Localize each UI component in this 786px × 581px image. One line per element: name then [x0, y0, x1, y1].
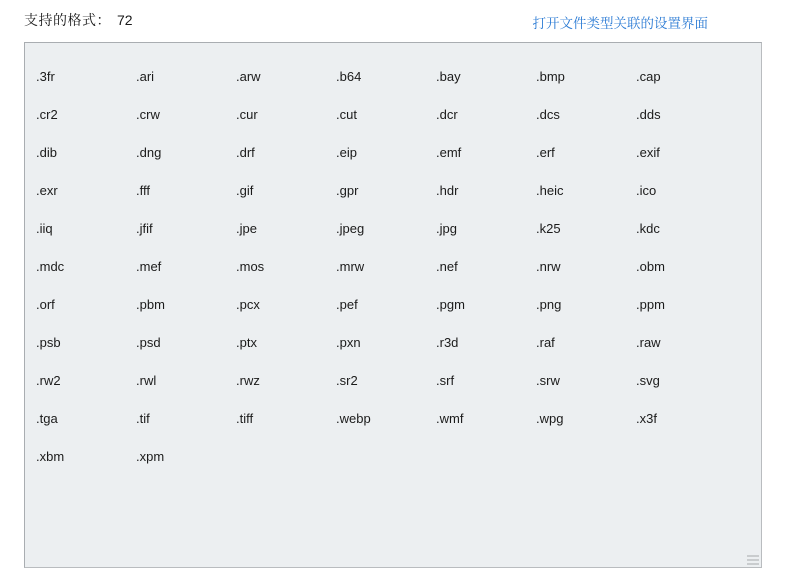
format-item[interactable]: .ptx: [236, 334, 257, 350]
format-item[interactable]: .srf: [436, 372, 455, 388]
format-item[interactable]: .heic: [536, 182, 564, 198]
format-item[interactable]: .rw2: [36, 372, 61, 388]
format-item[interactable]: .cr2: [36, 106, 58, 122]
file-association-settings-link[interactable]: 打开文件类型关联的设置界面: [532, 16, 708, 31]
format-item[interactable]: .jpeg: [336, 220, 365, 236]
format-item[interactable]: .cur: [236, 106, 258, 122]
format-item[interactable]: .tiff: [236, 410, 254, 426]
format-item[interactable]: .k25: [536, 220, 561, 236]
format-item[interactable]: .jpg: [436, 220, 457, 236]
supported-formats-label: 支持的格式：: [24, 12, 111, 28]
resize-grip-icon: [747, 553, 759, 565]
format-item[interactable]: .pxn: [336, 334, 361, 350]
format-item[interactable]: .svg: [636, 372, 660, 388]
format-item[interactable]: .ppm: [636, 296, 665, 312]
format-item[interactable]: .cut: [336, 106, 357, 122]
formats-grid: [25, 43, 761, 475]
format-item[interactable]: .rwl: [136, 372, 157, 388]
format-item[interactable]: .kdc: [636, 220, 660, 236]
format-item[interactable]: .pef: [336, 296, 358, 312]
format-item[interactable]: .r3d: [436, 334, 459, 350]
format-item[interactable]: .dib: [36, 144, 57, 160]
format-item[interactable]: .raw: [636, 334, 661, 350]
format-item[interactable]: .mos: [236, 258, 265, 274]
format-item[interactable]: .x3f: [636, 410, 657, 426]
format-item[interactable]: .hdr: [436, 182, 459, 198]
format-item[interactable]: .bmp: [536, 68, 565, 84]
format-item[interactable]: .psb: [36, 334, 61, 350]
format-item[interactable]: .mrw: [336, 258, 365, 274]
format-item[interactable]: .psd: [136, 334, 161, 350]
format-item[interactable]: .rwz: [236, 372, 260, 388]
format-item[interactable]: .tga: [36, 410, 58, 426]
format-item[interactable]: .3fr: [36, 68, 55, 84]
format-item[interactable]: .bay: [436, 68, 461, 84]
format-item[interactable]: .fff: [136, 182, 150, 198]
format-item[interactable]: .mef: [136, 258, 162, 274]
format-item[interactable]: .erf: [536, 144, 555, 160]
supported-formats-summary: [24, 10, 133, 30]
format-item[interactable]: .mdc: [36, 258, 65, 274]
format-item[interactable]: .ico: [636, 182, 657, 198]
format-item[interactable]: .jfif: [136, 220, 153, 236]
format-item[interactable]: .exif: [636, 144, 660, 160]
format-item[interactable]: .ari: [136, 68, 155, 84]
format-item[interactable]: .pcx: [236, 296, 260, 312]
header-bar: [0, 0, 786, 40]
supported-formats-count: 72: [117, 12, 133, 28]
format-item[interactable]: .drf: [236, 144, 255, 160]
format-item[interactable]: .obm: [636, 258, 665, 274]
format-item[interactable]: .b64: [336, 68, 362, 84]
format-item[interactable]: .xpm: [136, 448, 165, 464]
format-item[interactable]: .gif: [236, 182, 254, 198]
format-item[interactable]: .gpr: [336, 182, 359, 198]
format-item[interactable]: .webp: [336, 410, 371, 426]
format-item[interactable]: .nrw: [536, 258, 561, 274]
format-item[interactable]: .emf: [436, 144, 462, 160]
format-item[interactable]: .raf: [536, 334, 555, 350]
format-item[interactable]: .exr: [36, 182, 58, 198]
format-item[interactable]: .png: [536, 296, 562, 312]
format-item[interactable]: .eip: [336, 144, 357, 160]
format-item[interactable]: .cap: [636, 68, 661, 84]
format-item[interactable]: .xbm: [36, 448, 65, 464]
format-item[interactable]: .crw: [136, 106, 160, 122]
format-item[interactable]: .dcr: [436, 106, 458, 122]
format-item[interactable]: .orf: [36, 296, 55, 312]
format-item[interactable]: .dng: [136, 144, 162, 160]
format-item[interactable]: .pbm: [136, 296, 165, 312]
formats-panel: [24, 42, 762, 568]
format-item[interactable]: .sr2: [336, 372, 358, 388]
format-item[interactable]: .iiq: [36, 220, 53, 236]
format-item[interactable]: .wpg: [536, 410, 564, 426]
format-item[interactable]: .wmf: [436, 410, 464, 426]
format-item[interactable]: .jpe: [236, 220, 257, 236]
format-item[interactable]: .arw: [236, 68, 261, 84]
format-item[interactable]: .nef: [436, 258, 458, 274]
format-item[interactable]: .dcs: [536, 106, 560, 122]
format-item[interactable]: .pgm: [436, 296, 465, 312]
format-item[interactable]: .srw: [536, 372, 560, 388]
format-item[interactable]: .tif: [136, 410, 150, 426]
format-item[interactable]: .dds: [636, 106, 661, 122]
